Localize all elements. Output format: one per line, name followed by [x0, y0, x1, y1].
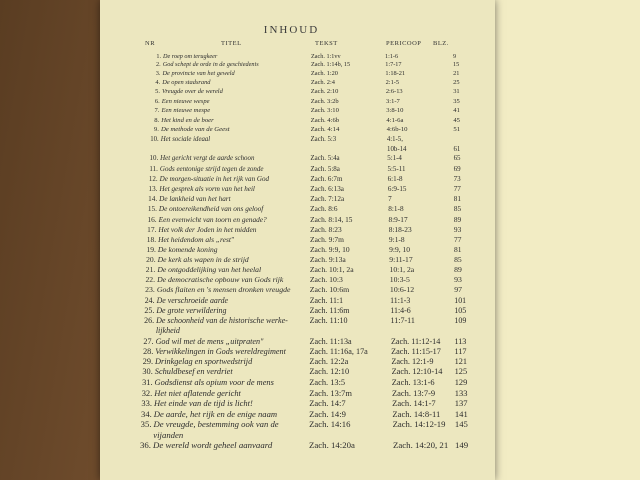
toc-row-title: De lankheid van het hart	[159, 194, 231, 203]
toc-row	[103, 326, 480, 336]
toc-row-pericope: Zach. 14:1-7	[392, 398, 436, 409]
header-blz: BLZ.	[433, 40, 449, 47]
toc-row-title: God wil met de mens „uitpraten"	[155, 336, 264, 346]
toc-row-pericope: 10b-14	[387, 145, 407, 153]
toc-row-text: Zach. 4:6b	[310, 116, 340, 124]
toc-row-title: Het sociale ideaal	[160, 135, 211, 143]
toc-row-title: De kerk als wapen in de strijd	[157, 255, 249, 265]
toc-row-text: Zach. 5:3	[310, 135, 337, 143]
toc-row-number: 35.	[140, 419, 152, 430]
toc-row-text: Zach. 9:13a	[309, 255, 346, 265]
header-titel: TITEL	[221, 40, 242, 47]
toc-row	[103, 245, 480, 254]
toc-row	[103, 107, 480, 115]
toc-row-text: Zach. 2:4	[310, 79, 335, 87]
toc-row-pericope: 5:1-4	[387, 155, 402, 163]
header-tekst: TEKST	[315, 40, 338, 47]
toc-row	[103, 70, 480, 78]
toc-row-text: Zach. 9:7m	[310, 234, 344, 244]
toc-row-page: 137	[454, 398, 468, 409]
header-nr: NR	[145, 40, 156, 47]
toc-row-page: 61	[453, 145, 461, 153]
toc-row-number: 10.	[150, 135, 159, 143]
toc-row-number: 25.	[144, 305, 155, 315]
toc-row-title: Een evenwicht van toorn en genade?	[158, 214, 267, 224]
toc-row-pericope: Zach. 14:8-11	[392, 408, 441, 419]
toc-row-page: 97	[454, 285, 463, 295]
toc-row	[103, 316, 480, 326]
toc-row-number: 3.	[155, 70, 161, 78]
toc-row-text: Zach. 13:7m	[309, 388, 352, 399]
toc-row-text: Zach. 6:7m	[310, 175, 343, 184]
toc-row-number: 21.	[145, 265, 156, 275]
toc-row	[103, 337, 480, 347]
toc-row-title: De democratische opbouw van Gods rijk	[157, 275, 284, 285]
toc-row-number: 11.	[149, 165, 158, 174]
toc-row-title: De schoonheid van de historische werke-	[156, 316, 288, 326]
toc-row-pericope: 6:9-15	[387, 184, 407, 193]
toc-row-number: 13.	[148, 184, 158, 193]
toc-row	[103, 126, 480, 134]
toc-row-page: 51	[453, 126, 461, 134]
toc-row-number: 17.	[147, 224, 157, 234]
toc-row-title: Het gericht vergt de aarde schoon	[160, 155, 255, 163]
toc-row-number: 26.	[144, 316, 155, 326]
toc-row-title: De aarde, het rijk en de enige naam	[153, 408, 278, 419]
toc-row-text: Zach. 8:23	[310, 224, 342, 234]
toc-row-title: Een nieuwe wespe	[161, 97, 210, 105]
toc-row-page: 41	[453, 107, 460, 115]
toc-row	[103, 79, 480, 87]
toc-row-text: Zach. 11:6m	[309, 305, 350, 315]
contents-sheet	[103, 0, 480, 480]
toc-row	[103, 265, 480, 274]
toc-row-title: De morgen-situatie in het rijk van God	[159, 175, 269, 184]
toc-row-title: Het niet aflatende gericht	[154, 388, 241, 399]
toc-row-pericope: Zach. 11:12-14	[390, 336, 441, 346]
toc-row-pericope: 8:18-23	[388, 224, 412, 234]
toc-row-title: De open stadsrand	[162, 79, 211, 87]
toc-row-number: 32.	[141, 388, 153, 399]
toc-row-number: 23.	[145, 285, 155, 295]
toc-row-text: Zach. 12:2a	[309, 357, 349, 367]
toc-row-title: Godsdienst als opium voor de mens	[154, 377, 274, 387]
toc-row	[103, 165, 480, 173]
toc-row-text: Zach. 8:14, 15	[310, 214, 353, 224]
toc-row-number: 27.	[143, 336, 154, 346]
toc-row-pericope: 10:6-12	[389, 285, 415, 295]
toc-row-title: Gods flaiten en 's mensen dronken vreugde	[156, 285, 291, 295]
toc-row	[103, 53, 480, 60]
toc-row-text: Zach. 1:1vv	[311, 53, 341, 60]
toc-row-text: Zach. 14:20a	[309, 440, 355, 450]
toc-row-text: Zach. 9:9, 10	[309, 244, 350, 254]
toc-row-title: De roep om terugkeer	[163, 53, 218, 60]
toc-row-page: 141	[454, 408, 468, 419]
toc-row	[103, 205, 480, 214]
toc-row-pericope: 8:1-8	[388, 204, 404, 213]
toc-row-pericope: 6:1-8	[387, 175, 403, 184]
toc-row-text: Zach. 13:5	[309, 377, 346, 387]
toc-row-pericope: 1:18-21	[385, 70, 406, 78]
toc-row-text: Zach. 3:2b	[310, 97, 339, 105]
toc-row-title: De grote verwildering	[156, 305, 227, 315]
toc-row-page: 133	[454, 388, 468, 399]
toc-row	[103, 378, 480, 388]
toc-row-title: Gods eentonige strijd tegen de zonde	[159, 165, 264, 174]
toc-row-page: 145	[454, 419, 468, 430]
toc-row-number: 28.	[143, 346, 154, 356]
toc-row-title: Vreugde over de wereld	[161, 88, 223, 96]
toc-row-title: Het kind en de boer	[161, 116, 214, 124]
toc-row-text: Zach. 10:6m	[309, 285, 350, 295]
toc-row-number: 5.	[155, 88, 160, 96]
toc-row-page: 77	[453, 234, 462, 244]
right-page	[480, 0, 640, 480]
toc-row	[103, 185, 480, 194]
toc-row-pericope: Zach. 14:20, 21	[393, 440, 449, 450]
toc-row-page: 35	[453, 97, 460, 105]
toc-row-page: 125	[454, 367, 468, 377]
toc-row-number: 7.	[154, 107, 160, 115]
toc-row-title: De ontgoddelijking van het heelal	[157, 265, 262, 275]
toc-row	[103, 61, 480, 69]
toc-row	[103, 88, 480, 96]
toc-row-page: 45	[453, 116, 460, 124]
toc-row-pericope: 3:8-10	[386, 107, 404, 115]
toc-row-number: 14.	[148, 194, 158, 203]
toc-row-page: 109	[454, 316, 467, 326]
toc-row-number: 22.	[145, 275, 156, 285]
toc-row-number: 4.	[155, 79, 161, 87]
toc-row-page: 31	[453, 88, 460, 96]
toc-row-number: 33.	[141, 398, 153, 409]
toc-row-number: 9.	[153, 126, 159, 134]
toc-row-number: 1.	[156, 53, 161, 60]
toc-row	[103, 398, 480, 408]
toc-row-text: Zach. 6:13a	[310, 184, 344, 193]
toc-row-title: Een nieuwe mespe	[161, 107, 211, 115]
toc-row-page: 85	[454, 255, 462, 265]
toc-row-title: lijkheid	[155, 326, 180, 336]
toc-row-text: Zach. 11:16a, 17a	[309, 346, 368, 356]
toc-row-title: De vreugde, bestemming ook van de	[153, 419, 279, 430]
toc-row-pericope: 11:7-11	[390, 316, 415, 326]
toc-row-text: Zach. 5:8a	[310, 165, 340, 174]
toc-row	[103, 285, 480, 294]
toc-row-page: 81	[454, 244, 462, 254]
toc-row-pericope: 11:1-3	[390, 295, 411, 305]
toc-row	[103, 440, 480, 451]
toc-row-title: Het einde van de tijd is licht!	[154, 398, 253, 409]
toc-row-pericope: 1:7-17	[385, 61, 402, 69]
toc-row-pericope: 2:1-5	[385, 79, 400, 87]
toc-row	[103, 146, 480, 154]
toc-row-pericope: 10:1, 2a	[389, 265, 415, 275]
toc-row-number: 6.	[154, 97, 160, 105]
toc-row-pericope: 8:9-17	[388, 214, 408, 224]
toc-row-number: 2.	[156, 61, 161, 69]
toc-row-text: Zach. 1:14b, 15	[310, 61, 351, 69]
toc-row-page: 9	[453, 53, 457, 60]
toc-row-title: God schept de orde in de geschiedenis	[162, 61, 259, 69]
toc-row-text: Zach. 12:10	[309, 367, 350, 377]
toc-row-pericope: Zach. 12:1-9	[391, 357, 434, 367]
toc-row-number: 8.	[154, 116, 160, 124]
toc-row-pericope: 7	[388, 194, 392, 203]
toc-row	[103, 388, 480, 398]
toc-row-title: Schuldbesef en verdriet	[154, 367, 233, 377]
toc-row-page: 25	[453, 79, 460, 87]
toc-row-number: 16.	[147, 214, 157, 224]
toc-row-page: 65	[453, 155, 461, 163]
toc-row-text: Zach. 2:10	[310, 88, 339, 96]
toc-row-text: Zach. 14:9	[309, 408, 346, 419]
toc-row-page: 101	[454, 295, 467, 305]
toc-row	[103, 98, 480, 106]
toc-row-title: De verschroeide aarde	[156, 295, 229, 305]
toc-row-page: 121	[454, 357, 467, 367]
page-title: INHOUD	[263, 24, 320, 36]
toc-row-title: Verwikkelingen in Gods wereldregiment	[155, 346, 286, 356]
toc-row	[103, 215, 480, 224]
toc-row	[103, 255, 480, 264]
toc-row-pericope: 5:5-11	[387, 165, 406, 174]
toc-row-page: 81	[453, 194, 461, 203]
toc-row	[103, 175, 480, 183]
toc-row	[103, 419, 480, 429]
toc-row-title: Het volk der Joden in het midden	[158, 224, 257, 234]
toc-row-title: De methode van de Geest	[160, 126, 230, 134]
toc-row-text: Zach. 11:10	[309, 316, 348, 326]
toc-row-page: 129	[454, 377, 468, 387]
toc-row-text: Zach. 11:1	[309, 295, 344, 305]
toc-row-number: 10.	[149, 155, 159, 163]
toc-row-text: Zach. 14:7	[309, 398, 346, 409]
toc-row-text: Zach. 3:10	[310, 107, 339, 115]
toc-row-page: 89	[454, 265, 462, 275]
toc-row-pericope: Zach. 13:7-9	[391, 388, 436, 399]
toc-row-number: 36.	[140, 440, 151, 450]
toc-row	[103, 195, 480, 204]
toc-row-title: Het gesprek als vorm van het heil	[159, 184, 255, 193]
toc-row-page: 77	[453, 184, 461, 193]
toc-row-page: 149	[455, 440, 469, 450]
toc-row-text: Zach. 1:20	[310, 70, 338, 78]
toc-row-text: Zach. 7:12a	[310, 194, 345, 203]
toc-row-title: De ontoereikendheid van ons geloof	[158, 204, 264, 213]
toc-row-text: Zach. 4:14	[310, 126, 340, 134]
toc-row-number: 15.	[147, 204, 157, 213]
toc-row	[103, 347, 480, 357]
toc-row-number: 20.	[146, 255, 156, 265]
toc-row	[103, 296, 480, 305]
toc-row-number: 29.	[142, 357, 154, 367]
toc-row	[103, 357, 480, 367]
toc-row-pericope: 3:1-7	[386, 97, 400, 105]
toc-row-pericope: Zach. 11:15-17	[391, 346, 441, 356]
toc-row-page: 85	[453, 204, 462, 213]
toc-row-page: 93	[454, 275, 462, 285]
toc-row-number: 19.	[146, 244, 156, 254]
toc-row-pericope: 9:1-8	[388, 234, 405, 244]
toc-row-pericope: Zach. 13:1-6	[391, 377, 435, 387]
toc-row-number: 12.	[148, 175, 158, 184]
toc-row-pericope: 1:1-6	[385, 53, 399, 60]
toc-row-pericope: 10:3-5	[389, 275, 410, 285]
toc-row-pericope: 11:4-6	[390, 305, 411, 315]
toc-row-page: 117	[454, 346, 467, 356]
toc-row-title: Het heidendom als „rest"	[158, 234, 235, 244]
toc-row	[103, 235, 480, 244]
toc-row-title: vijanden	[153, 429, 184, 440]
toc-row-title: De komende koning	[157, 244, 218, 254]
toc-row-pericope: 9:11-17	[389, 255, 413, 265]
toc-row-text: Zach. 10:1, 2a	[309, 265, 354, 275]
toc-row-page: 73	[453, 175, 461, 184]
toc-row	[103, 117, 480, 125]
header-pericoop: PERICOOP	[386, 40, 422, 47]
toc-row	[103, 136, 480, 144]
toc-row	[103, 306, 480, 316]
toc-row-title: De wereld wordt geheel aanvaard	[153, 440, 273, 450]
toc-row-pericope: 4:1-5,	[386, 135, 403, 143]
toc-row-page: 89	[453, 214, 462, 224]
toc-row-number: 34.	[141, 408, 152, 419]
toc-row-page: 15	[453, 61, 460, 69]
toc-row-number: 24.	[144, 295, 155, 305]
toc-row-title: Drinkgelag en sportwedstrijd	[155, 357, 253, 367]
toc-row-page: 21	[453, 70, 460, 78]
toc-row-pericope: Zach. 14:12-19	[392, 419, 446, 430]
toc-row	[103, 275, 480, 284]
toc-row-text: Zach. 8:6	[310, 204, 338, 213]
toc-row-number: 30.	[142, 367, 153, 377]
toc-row	[103, 430, 480, 440]
toc-row-number: 18.	[146, 234, 157, 244]
toc-row	[103, 409, 480, 419]
toc-row-pericope: 4:6b-10	[386, 126, 408, 134]
toc-row-text: Zach. 11:13a	[309, 336, 352, 346]
toc-row-text: Zach. 10:3	[309, 275, 343, 285]
toc-row-page: 113	[454, 336, 467, 346]
toc-row	[103, 225, 480, 234]
toc-row-title: De provincie van het geweld	[162, 70, 235, 78]
toc-row-page: 93	[453, 224, 462, 234]
toc-row-page: 105	[454, 305, 467, 315]
toc-row-pericope: 2:6-13	[385, 88, 403, 96]
toc-row-pericope: 4:1-6a	[386, 116, 404, 124]
toc-row-pericope: 9:9, 10	[389, 244, 410, 254]
toc-row	[103, 367, 480, 377]
toc-row-pericope: Zach. 12:10-14	[391, 367, 443, 377]
toc-row-text: Zach. 5:4a	[310, 155, 340, 163]
toc-row-number: 31.	[142, 377, 153, 387]
toc-row-page: 69	[453, 165, 461, 174]
toc-row	[103, 155, 480, 163]
toc-row-text: Zach. 14:16	[309, 419, 351, 430]
